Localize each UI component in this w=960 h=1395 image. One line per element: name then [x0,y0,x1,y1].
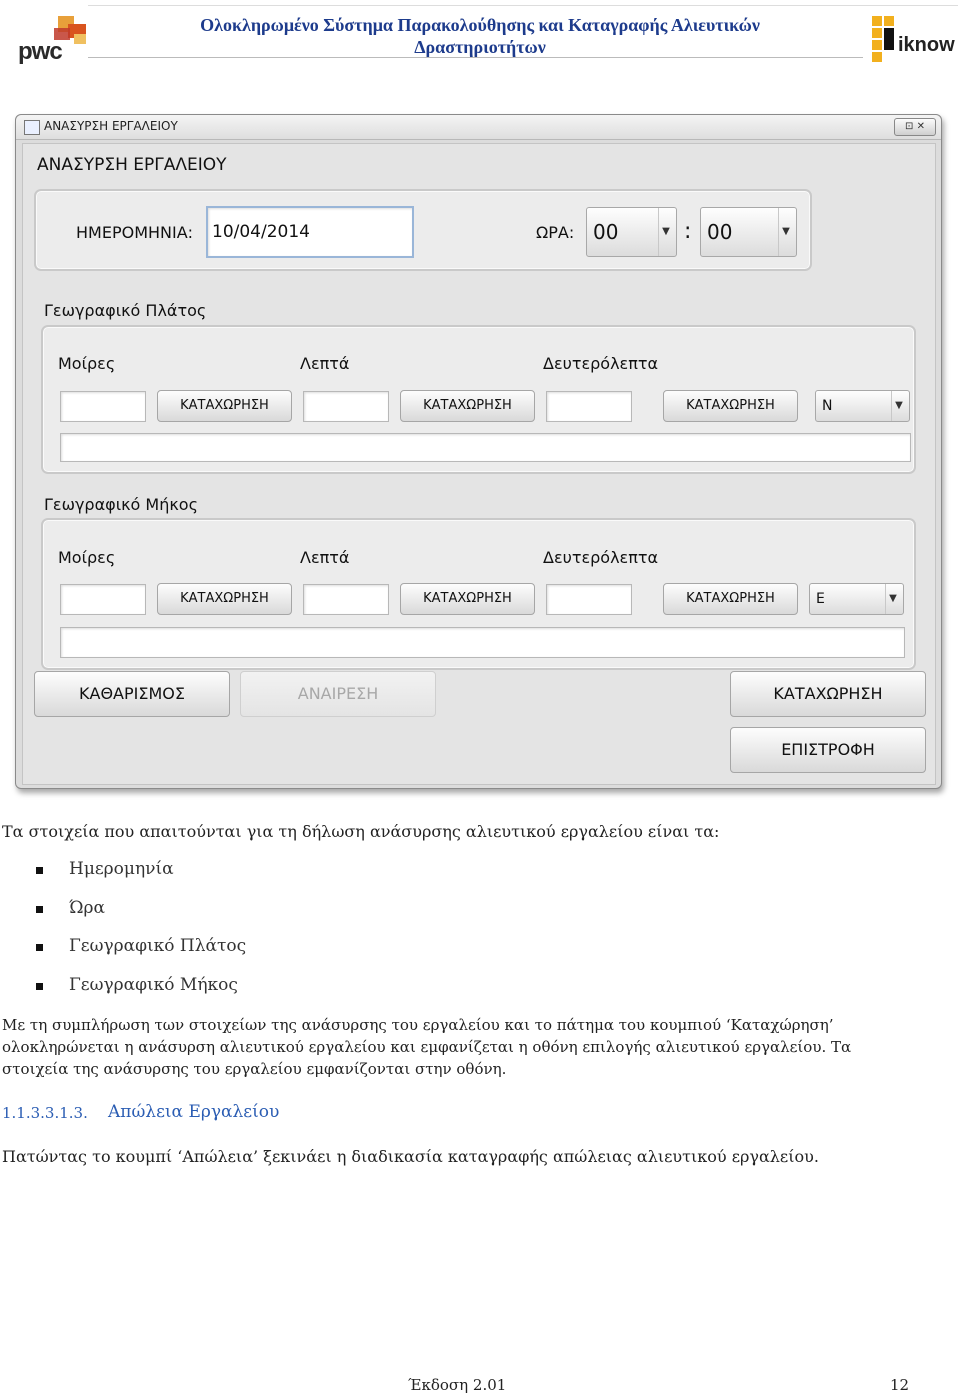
latitude-section-title: Γεωγραφικό Πλάτος [44,301,207,320]
section-number: 1.1.3.3.1.3. [2,1104,88,1122]
latitude-degrees-label: Μοίρες [58,354,116,373]
longitude-minutes-label: Λεπτά [300,548,350,567]
app-window [15,114,942,789]
hour-value: 00 [593,220,619,244]
undo-button[interactable]: ΑΝΑΙΡΕΣΗ [240,671,436,717]
latitude-hemisphere-value: N [822,398,833,414]
back-button[interactable]: ΕΠΙΣΤΡΟΦΗ [730,727,926,773]
date-input[interactable]: 10/04/2014 [206,206,414,258]
latitude-seconds-label: Δευτερόλεπτα [543,354,659,373]
longitude-seconds-input[interactable] [546,584,632,615]
longitude-seconds-label: Δευτερόλεπτα [543,548,659,567]
header-title-line1: Ολοκληρωμένο Σύστημα Παρακολούθησης και Καταγραφής Αλιευτικών [200,15,760,35]
latitude-minutes-input[interactable] [303,391,389,422]
chevron-down-icon: ▼ [885,584,900,614]
longitude-degrees-label: Μοίρες [58,548,116,567]
longitude-minutes-register-button[interactable]: ΚΑΤΑΧΩΡΗΣΗ [400,583,535,615]
pwc-logo-word: pwc [18,38,62,65]
longitude-result-field [60,627,905,658]
window-maximize-close-buttons[interactable]: ⊡ ✕ [894,118,936,136]
time-label: ΩΡΑ: [536,223,575,242]
minute-select[interactable] [700,207,797,257]
latitude-hemisphere-select[interactable] [815,390,910,422]
longitude-panel [41,518,916,670]
chevron-down-icon: ▼ [778,208,793,256]
footer-page-number: 12 [890,1376,910,1394]
latitude-seconds-register-button[interactable]: ΚΑΤΑΧΩΡΗΣΗ [663,390,798,422]
longitude-degrees-input[interactable] [60,584,146,615]
latitude-seconds-input[interactable] [546,391,632,422]
latitude-panel [41,325,916,474]
section-heading: Απώλεια Εργαλείου [108,1102,280,1122]
iknow-logo-word: iknow [898,34,955,56]
longitude-section-title: Γεωγραφικό Μήκος [44,495,198,514]
bullet-square-icon [36,983,43,990]
document-header-title [120,14,840,58]
datetime-panel [34,189,812,271]
paragraph-line-1: Με τη συμπλήρωση των στοιχείων της ανάσυρσης του εργαλείου και το πάτημα του κουμπιού ‘Καταχώρηση’ [2,1016,834,1034]
java-app-icon [24,120,40,135]
date-label: ΗΜΕΡΟΜΗΝΙΑ: [76,223,194,242]
header-top-rule [88,5,958,6]
bullet-text: Γεωγραφικό Πλάτος [69,936,247,956]
section-text: Πατώντας το κουμπί ‘Απώλεια’ ξεκινάει η διαδικασία καταγραφής απώλειας αλιευτικού εργαλείου. [2,1147,819,1166]
longitude-seconds-register-button[interactable]: ΚΑΤΑΧΩΡΗΣΗ [663,583,798,615]
chevron-down-icon: ▼ [891,391,906,421]
window-titlebar[interactable] [16,115,941,140]
form-title: ΑΝΑΣΥΡΣΗ ΕΡΓΑΛΕΙΟΥ [37,155,227,175]
latitude-degrees-register-button[interactable]: ΚΑΤΑΧΩΡΗΣΗ [157,390,292,422]
latitude-degrees-input[interactable] [60,391,146,422]
latitude-result-field [60,433,911,462]
longitude-hemisphere-select[interactable] [809,583,904,615]
clear-button[interactable]: ΚΑΘΑΡΙΣΜΟΣ [34,671,230,717]
longitude-hemisphere-value: E [816,591,825,607]
longitude-minutes-input[interactable] [303,584,389,615]
bullet-square-icon [36,944,43,951]
footer-version: Έκδοση 2.01 [408,1376,507,1394]
intro-text: Τα στοιχεία που απαιτούνται για τη δήλωση ανάσυρσης αλιευτικού εργαλείου είναι τα: [2,822,720,841]
iknow-logo [870,14,955,68]
time-separator: : [684,219,692,244]
bullet-square-icon [36,906,43,913]
bullet-text: Γεωγραφικό Μήκος [69,975,238,995]
bullet-text: Ημερομηνία [69,859,174,879]
bullet-item [69,936,246,956]
bullet-item [69,975,238,995]
form-content [22,143,936,785]
chevron-down-icon: ▼ [658,208,673,256]
minute-value: 00 [707,220,733,244]
window-title: ΑΝΑΣΥΡΣΗ ΕΡΓΑΛΕΙΟΥ [44,119,178,133]
header-rule [88,57,863,58]
bullet-square-icon [36,867,43,874]
paragraph-line-2: ολοκληρώνεται η ανάσυρση αλιευτικού εργαλείου και εμφανίζεται η οθόνη επιλογής αλιευτικού εργαλείου. Τα [2,1038,852,1056]
latitude-minutes-label: Λεπτά [300,354,350,373]
paragraph-line-3: στοιχεία της ανάσυρσης του εργαλείου εμφανίζονται στην οθόνη. [2,1060,507,1078]
hour-select[interactable] [586,207,677,257]
bullet-item [69,859,174,879]
latitude-minutes-register-button[interactable]: ΚΑΤΑΧΩΡΗΣΗ [400,390,535,422]
bullet-item [69,898,105,918]
submit-button[interactable]: ΚΑΤΑΧΩΡΗΣΗ [730,671,926,717]
longitude-degrees-register-button[interactable]: ΚΑΤΑΧΩΡΗΣΗ [157,583,292,615]
bullet-text: Ώρα [69,898,105,918]
header-title-line2: Δραστηριοτήτων [414,37,546,57]
